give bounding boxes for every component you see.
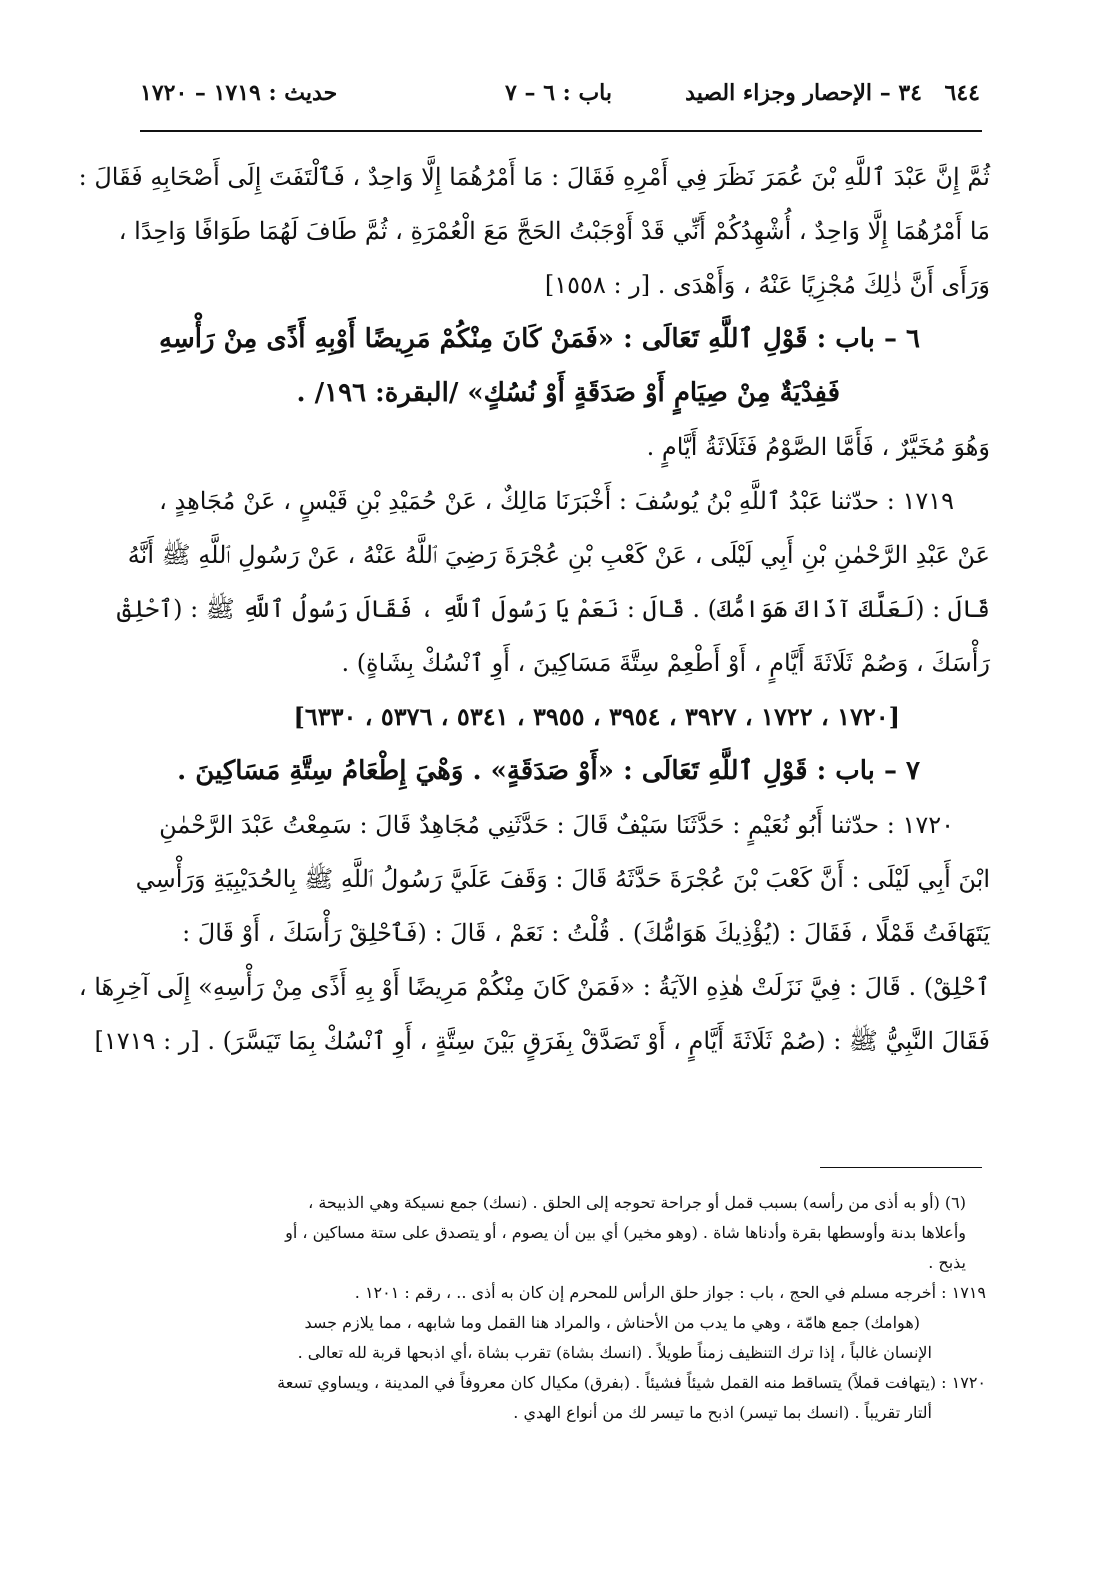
text-line: ٱحْلِقْ) . قَالَ : فِيَّ نَزَلَتْ هٰذِهِ الآيَةُ : «فَمَنْ كَانَ مِنْكُمْ مَرِيضًا أَوْ بِهِ أَذًى مِنْ رَأْسِهِ» إِلَى آخِرِهَا ، [78, 973, 990, 1001]
page-number: ٦٤٤ [944, 80, 980, 106]
bab-range: باب : ٦ – ٧ [505, 80, 612, 106]
footnote-line: يذبح . [928, 1253, 966, 1272]
hadith-1720-start: ١٧٢٠ : حدّثنا أَبُو نُعَيْمٍ : حَدَّثَنَا سَيْفٌ قَالَ : حَدَّثَنِي مُجَاهِدٌ قَالَ : سَمِعْتُ عَبْدَ الرَّحْمٰنِ [159, 811, 954, 839]
text-line: وَهُوَ مُخَيَّرٌ ، فَأَمَّا الصَّوْمُ فَثَلَاثَةُ أَيَّامٍ . [646, 433, 990, 461]
hadith-1719-start: ١٧١٩ : حدّثنا عَبْدُ ٱللَّهِ بْنُ يُوسُفَ : أَخْبَرَنَا مَالِكٌ ، عَنْ حُمَيْدِ بْنِ قَيْسٍ ، عَنْ مُجَاهِدٍ ، [159, 487, 954, 515]
footnote-line: ١٧٢٠ : (يتهافت قملاً) يتساقط منه القمل شيئاً فشيئاً . (بفرق) مكيال كان معروفاً في المدينة ، ويساوي تسعة [277, 1373, 986, 1392]
footnote-line: وأعلاها بدنة وأوسطها بقرة وأدناها شاة . (وهو مخير) أي بين أن يصوم ، أو يتصدق على ستة مساكين ، أو [285, 1223, 966, 1242]
text-line: ثُمَّ إِنَّ عَبْدَ ٱللَّهِ بْنَ عُمَرَ نَظَرَ فِي أَمْرِهِ فَقَالَ : مَا أَمْرُهُمَا إِلَّا وَاحِدٌ ، فَٱلْتَفَتَ إِلَى أَصْحَابِهِ فَقَالَ : [78, 163, 990, 191]
footnote-divider [820, 1167, 982, 1168]
running-header [140, 78, 980, 118]
footnote-line: ١٧١٩ : أخرجه مسلم في الحج ، باب : جواز حلق الرأس للمحرم إن كان به أذى .. ، رقم : ١٢٠١ . [354, 1283, 986, 1302]
bab-heading-6: ٦ – باب : قَوْلِ ٱللَّهِ تَعَالَى : «فَمَنْ كَانَ مِنْكُمْ مَرِيضًا أَوْبِهِ أَذًى مِنْ رَأْسِهِ [159, 324, 920, 354]
text-line: قَالَ : (لَعَلَّكَ آذَاكَ هَوَامُّكَ) . قَالَ : نَعَمْ يَا رَسُولَ ٱللَّهِ ، فَقَالَ رَسُولُ ٱللَّهِ ﷺ : (ٱحْلِقْ [116, 595, 990, 623]
header-divider [140, 130, 982, 132]
footnotes [62, 1188, 986, 1428]
text-line: رَأْسَكَ ، وَصُمْ ثَلَاثَةَ أَيَّامٍ ، أَوْ أَطْعِمْ سِتَّةَ مَسَاكِينَ ، أَوِ ٱنْسُكْ بِشَاةٍ) . [341, 649, 990, 677]
text-line: فَقَالَ النَّبِيُّ ﷺ : (صُمْ ثَلَاثَةَ أَيَّامٍ ، أَوْ تَصَدَّقْ بِفَرَقٍ بَيْنَ سِتَّةٍ ، أَوِ ٱنْسُكْ بِمَا تَيَسَّرَ) . [ر : ١٧١٩] [94, 1027, 990, 1055]
footnote-line: ألتار تقريباً . (انسك بما تيسر) اذبح ما تيسر لك من أنواع الهدي . [513, 1403, 932, 1422]
footnote-line: الإنسان غالباً ، إذا ترك التنظيف زمناً طويلاً . (انسك بشاة) تقرب بشاة ،أي اذبحها قربة لله تعالى . [297, 1343, 932, 1362]
footnote-line: (٦) (أو به أذى من رأسه) بسبب قمل أو جراحة تحوجه إلى الحلق . (نسك) جمع نسيكة وهي الذبيحة ، [308, 1193, 966, 1212]
text-line: عَنْ عَبْدِ الرَّحْمٰنِ بْنِ أَبِي لَيْلَى ، عَنْ كَعْبِ بْنِ عُجْرَةَ رَضِيَ ٱللَّهُ عَنْهُ ، عَنْ رَسُولِ ٱللَّهِ ﷺ أَنَّهُ [127, 541, 990, 569]
text-line: ابْنَ أَبِي لَيْلَى : أَنَّ كَعْبَ بْنَ عُجْرَةَ حَدَّثَهُ قَالَ : وَقَفَ عَلَيَّ رَسُولُ ٱللَّهِ ﷺ بِالحُدَيْبِيَةِ وَرَأْسِي [135, 865, 990, 893]
main-text [78, 150, 990, 1068]
text-line: يَتَهَافَتُ قَمْلًا ، فَقَالَ : (يُؤْذِيكَ هَوَامُّكَ) . قُلْتُ : نَعَمْ ، قَالَ : (فَٱحْلِقْ رَأْسَكَ ، أَوْ قَالَ : [182, 919, 990, 947]
chapter-title: ٣٤ – الإحصار وجزاء الصيد [685, 80, 922, 106]
bab-heading-6-continued: فَفِدْيَةٌ مِنْ صِيَامٍ أَوْ صَدَقَةٍ أَوْ نُسُكٍ» /البقرة: ١٩٦/ . [296, 378, 840, 408]
bab-heading-7: ٧ – باب : قَوْلِ ٱللَّهِ تَعَالَى : «أَوْ صَدَقَةٍ» . وَهْيَ إِطْعَامُ سِتَّةِ مَسَاكِينَ . [177, 756, 920, 786]
cross-references: [١٧٢٠ ، ١٧٢٢ ، ٣٩٢٧ ، ٣٩٥٤ ، ٣٩٥٥ ، ٥٣٤١ ، ٥٣٧٦ ، ٦٣٣٠] [293, 702, 900, 731]
footnote-line: (هوامك) جمع هامّة ، وهي ما يدب من الأحناش ، والمراد هنا القمل وما شابهه ، مما يلازم جسد [304, 1313, 920, 1332]
text-line: وَرَأَى أَنَّ ذٰلِكَ مُجْزِيًا عَنْهُ ، وَأَهْدَى . [ر : ١٥٥٨] [544, 271, 990, 299]
hadith-range: حديث : ١٧١٩ – ١٧٢٠ [140, 80, 338, 106]
text-line: مَا أَمْرُهُمَا إِلَّا وَاحِدٌ ، أُشْهِدُكُمْ أَنِّي قَدْ أَوْجَبْتُ الحَجَّ مَعَ الْعُمْرَةِ ، ثُمَّ طَافَ لَهُمَا طَوَافًا وَاحِدًا ، [118, 217, 990, 245]
